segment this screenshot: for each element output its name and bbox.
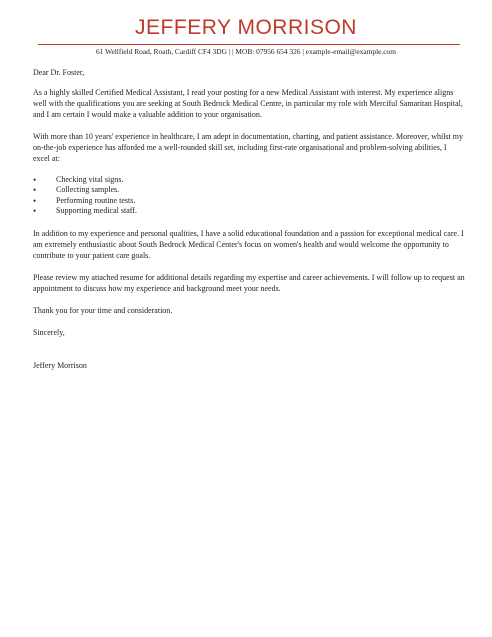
list-item: [33, 206, 465, 216]
header-divider: [38, 44, 460, 45]
list-item: [33, 196, 465, 206]
paragraph-thanks: Thank you for your time and consideration.: [33, 305, 173, 315]
signature-space: [33, 349, 465, 360]
bullet-icon: •: [33, 175, 37, 185]
letter-body: [33, 67, 465, 382]
paragraph-intro: As a highly skilled Certified Medical Assistant, I read your posting for a new Medical Assistant with interest. My experience aligns well with the qualifications you are seeking at South Bedrock Medical Centre, in particular my role with Merciful Samaritan Hospital, and I am certain I would make a valuable addition to your organisation.: [33, 88, 463, 119]
list-item-text: Collecting samples.: [56, 185, 120, 195]
closing: Sincerely,: [33, 327, 65, 337]
list-item-text: Supporting medical staff.: [56, 206, 137, 216]
list-item-text: Checking vital signs.: [56, 175, 124, 184]
list-item-text: Performing routine tests.: [56, 195, 136, 205]
contact-line: 61 Wellfield Road, Roath, Cardiff CF4 3DG | | MOB: 07956 654 326 | example-email@example.com: [95, 47, 396, 56]
salutation: Dear Dr. Foster,: [33, 68, 85, 77]
signature-name: Jeffery Morrison: [33, 360, 87, 370]
applicant-name-heading: JEFFERY MORRISON: [135, 16, 357, 39]
paragraph-experience: With more than 10 years' experience in healthcare, I am adept in documentation, charting, and patient assistance. Moreover, whilst my on-the-job experience has afforded me a well-rounded skill set, including first-rate organisational and problem-solving abilities, I excel at:: [33, 132, 463, 163]
list-item: [33, 175, 465, 185]
bullet-icon: •: [33, 206, 37, 217]
paragraph-education: In addition to my experience and personal qualities, I have a solid educational foundation and a passion for exceptional medical care. I am extremely enthusiastic about South Bedrock Medical Center's focus on women's health and would welcome the opportunity to contribute to your patient care goals.: [33, 228, 464, 260]
skills-list: [33, 175, 465, 217]
bullet-icon: •: [33, 195, 37, 206]
bullet-icon: •: [33, 185, 37, 196]
paragraph-follow-up: Please review my attached resume for additional details regarding my expertise and career achievements. I will follow up to request an appointment to discuss how my experience and background meet your needs.: [33, 272, 465, 293]
list-item: [33, 185, 465, 195]
